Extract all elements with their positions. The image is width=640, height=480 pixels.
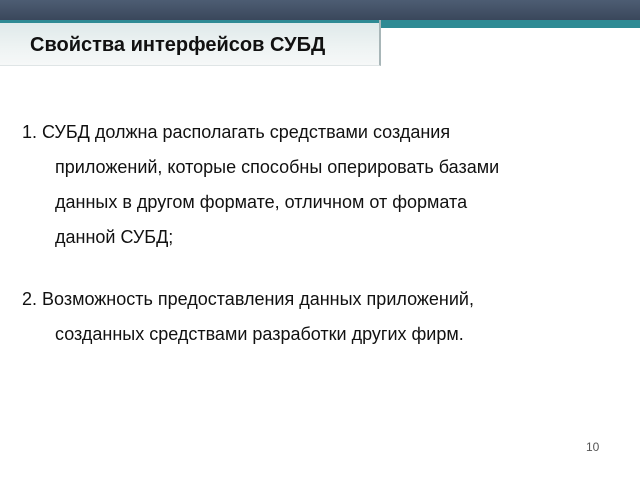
header-band	[0, 0, 640, 20]
list-item-line: данной СУБД;	[55, 227, 174, 247]
list-item-line: 1. СУБД должна располагать средствами создания	[22, 122, 451, 142]
list-item	[22, 115, 622, 255]
list-item-line: созданных средствами разработки других фирм.	[55, 324, 464, 344]
slide-title: Свойства интерфейсов СУБД	[30, 34, 326, 56]
list-item-line: 2. Возможность предоставления данных приложений,	[22, 289, 474, 309]
list-item-line: приложений, которые способны оперировать базами	[55, 157, 500, 177]
list-item-line: данных в другом формате, отличном от формата	[55, 192, 468, 212]
list-item	[22, 282, 622, 352]
page-number: 10	[586, 440, 600, 454]
